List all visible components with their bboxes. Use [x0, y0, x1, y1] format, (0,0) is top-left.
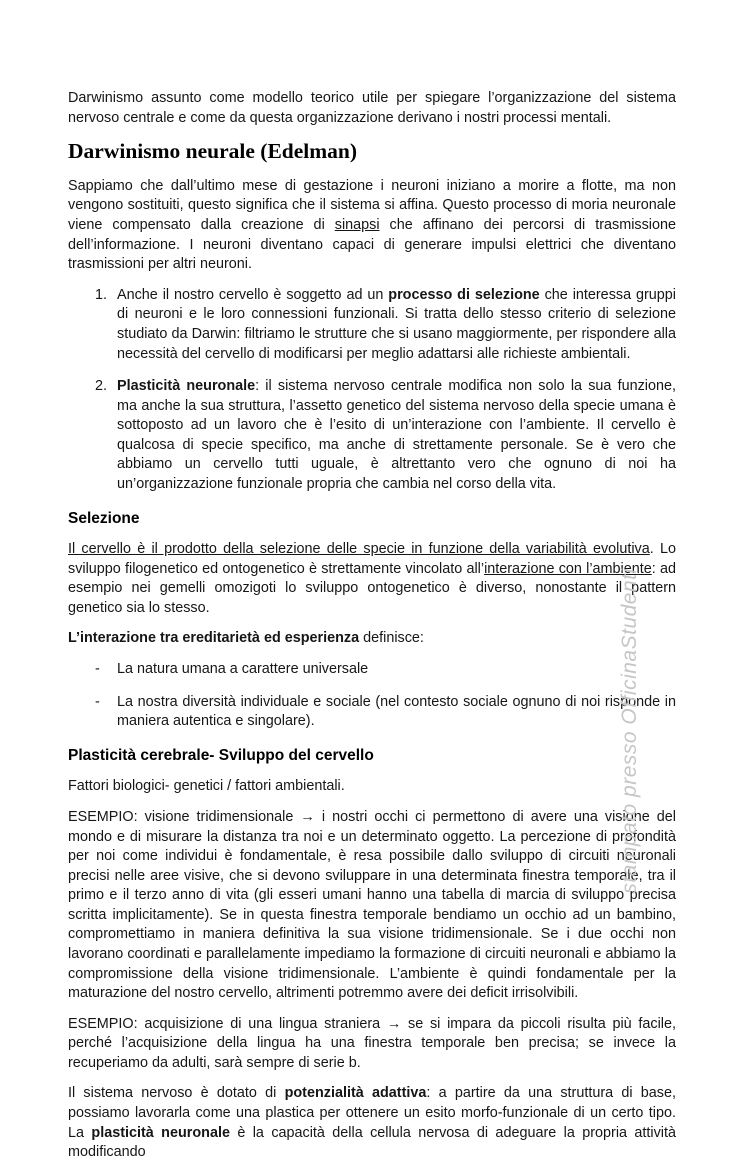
text-run: Il cervello è il prodotto della selezione delle specie in funzione della variabilità evolutiva	[68, 541, 650, 558]
list-marker: 1.	[95, 286, 108, 303]
text-run: processo di selezione	[388, 286, 540, 303]
text-run: Plasticità neuronale	[117, 378, 256, 395]
text-run: definisce:	[359, 630, 424, 647]
main-title	[68, 139, 676, 164]
text-run: Anche il nostro cervello è soggetto ad un	[117, 286, 389, 303]
text-run: : a partire da una struttura di base, possiamo lavorarla come una plastica per ottenere un esito morfo-funzionale di un certo tipo. La	[68, 1085, 676, 1141]
text-run: La natura umana a carattere universale	[117, 661, 369, 678]
dash-item-2	[68, 693, 676, 732]
text-run: ESEMPIO: visione tridimensionale → i nostri occhi ci permettono di avere una visione del mondo e di misurare la distanza tra noi e un determinato oggetto. La percezione di profondità per noi come individui è fondamentale, è resa possibile dallo sviluppo di circuiti neuronali precisi nelle aree visive, che si devono sviluppare in una determinata finestra temporale, tra il primo e il terzo anno di vita (gli esseri umani hanno una tabella di marcia di sviluppo precisa scritta implicitamente). Se in questa finestra temporale bendiamo un occhio ad un bambino, compromettiamo in maniera definitiva la sua visione tridimensionale. Se i due occhi non lavorano coordinati e parallelamente impediamo la formazione di circuiti neuronali e abbiamo la compromissione della visione tridimensionale. L’ambiente è quindi fondamentale per la maturazione del nostro cervello, altrimenti potremmo avere dei deficit irrisolvibili.	[68, 808, 676, 1002]
text-run: La nostra diversità individuale e sociale (nel contesto sociale ognuno di noi risponde in maniera autentica e singolare).	[117, 693, 676, 730]
paragraph-potenzialita	[68, 1084, 676, 1162]
text-run: che interessa gruppi di neuroni e le loro connessioni funzionali. Si tratta dello stesso criterio di selezione studiato da Darwin: filtriamo le strutture che si usano maggiormente, per rispondere alla necessità del cervello di modificarsi per meglio adattarsi alle richieste ambientali.	[117, 286, 676, 362]
list-marker: -	[95, 661, 100, 678]
list-item-text	[117, 660, 676, 680]
text-run: potenzialità adattiva	[284, 1085, 427, 1102]
document-content	[68, 89, 676, 1163]
text-run: . Lo sviluppo filogenetico ed ontogenetico è strettamente vincolato all’	[68, 541, 676, 577]
watermark-text: stampato presso OfficinaStudenti	[618, 568, 641, 894]
paragraph-esempio-visione	[68, 808, 676, 1004]
text-run: plasticità neuronale	[91, 1124, 230, 1141]
text-run: Selezione	[68, 509, 140, 527]
paragraph-esempio-lingua	[68, 1015, 676, 1074]
list-item-text	[117, 377, 676, 494]
paragraph-interazione	[68, 629, 676, 649]
text-run: Sappiamo che dall’ultimo mese di gestazione i neuroni iniziano a morire a flotte, ma non vengono sostituiti, questo significa che il sistema si affina. Questo processo di moria neuronale viene compensato dalla creazione di	[68, 177, 676, 234]
text-run: sinapsi	[334, 217, 380, 234]
heading-selezione	[68, 510, 676, 529]
text-run: Fattori biologici- genetici / fattori ambientali.	[68, 778, 345, 795]
text-run: Darwinismo neurale (Edelman)	[68, 139, 358, 164]
text-run: : ad esempio nei gemelli omozigoti lo sviluppo ontogenetico è diverso, nonostante il pattern genetico sia lo stesso.	[68, 560, 676, 616]
paragraph-selezione	[68, 540, 676, 618]
list-marker: -	[95, 693, 100, 710]
text-run: : il sistema nervoso centrale modifica non solo la sua funzione, ma anche la sua struttura, l’assetto genetico del sistema nervoso della specie umana è sottoposto ad un lavoro che è l’esito di un’interazione con l’ambiente. Il cervello è qualcosa di specie specifico, ma anche di strettamente personale. Se è vero che abbiamo un cervello tutti uguale, è altrettanto vero che ognuno di noi ha un’organizzazione funzionale propria che cambia nel corso della vita.	[117, 378, 676, 492]
paragraph-fattori	[68, 777, 676, 797]
text-run: Plasticità cerebrale- Sviluppo del cervello	[68, 746, 374, 764]
numbered-item-2	[68, 377, 676, 494]
intro-paragraph	[68, 89, 676, 128]
text-run: interazione con l’ambiente	[484, 560, 652, 577]
heading-plasticita-cerebrale	[68, 747, 676, 766]
list-item-text	[117, 693, 676, 732]
text-run: è la capacità della cellula nervosa di adeguare la propria attività modificando	[68, 1124, 676, 1161]
paragraph-gestazione	[68, 177, 676, 275]
numbered-item-1	[68, 286, 676, 364]
text-run: che affinano dei percorsi di trasmissione dell’informazione. I neuroni diventano capaci di generare impulsi elettrici che diventano trasmissioni per altri neuroni.	[68, 217, 676, 273]
list-marker: 2.	[95, 378, 108, 395]
text-run: Il sistema nervoso è dotato di	[68, 1085, 285, 1102]
text-run: ESEMPIO: acquisizione di una lingua straniera → se si impara da piccoli risulta più facile, perché l’acquisizione della lingua ha una finestra temporale ben precisa; se invece la recuperiamo da adulti, sarà sempre di serie b.	[68, 1015, 676, 1071]
list-item-text	[117, 286, 676, 364]
text-run: L’interazione tra ereditarietà ed esperienza	[68, 630, 360, 647]
dash-item-1	[68, 660, 676, 680]
text-run: Darwinismo assunto come modello teorico utile per spiegare l’organizzazione del sistema nervoso centrale e come da questa organizzazione derivano i nostri processi mentali.	[68, 90, 676, 126]
